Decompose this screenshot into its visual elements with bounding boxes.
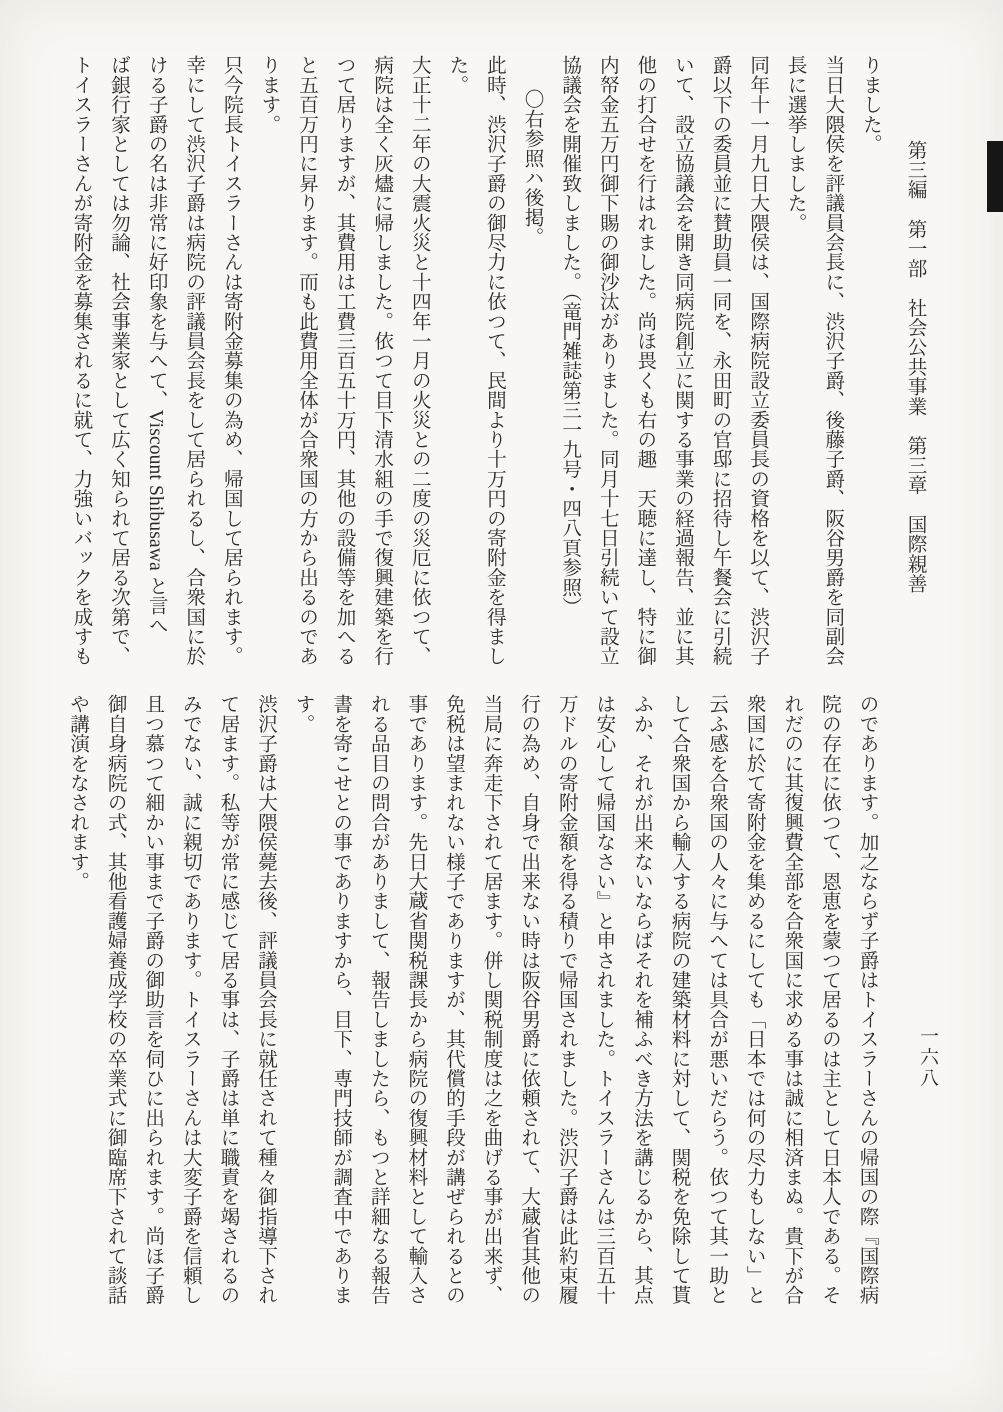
text-column: 他の打合せを行はれました。尚ほ畏くも右の趣 天聴に達し、特に御: [633, 55, 655, 666]
text-column: 御自身病院の式、其他看護婦養成学校の卒業式に御臨席下されて談話: [104, 694, 126, 1305]
text-column: つて居りますが、其費用は工費三百五十万円、其他の設備等を加へる: [333, 55, 355, 666]
text-column: のであります。加之ならず子爵はトイスラーさんの帰国の際『国際病: [856, 694, 877, 1305]
text-column: 病院は全く灰燼に帰しました。依つて目下清水組の手で復興建築を行: [370, 55, 392, 666]
text-column: 且つ慕つて細かい事まで子爵の御助言を伺ひに出られます。尚ほ子爵: [141, 694, 163, 1305]
text-column: りました。: [859, 55, 881, 154]
text-column: 渋沢子爵は大隈侯薨去後、評議員会長に就任されて種々御指導下され: [254, 694, 276, 1305]
top-text-block: [61, 55, 933, 666]
text-column: て居ます。私等が常に感じて居る事は、子爵は単に職責を竭されるの: [216, 694, 238, 1305]
text-column: 〇右参照ハ後掲。: [521, 89, 543, 247]
text-column: 書を寄こせとの事でありますから、目下、専門技師が調査中でありま: [329, 694, 351, 1305]
text-column: いて、設立協議会を開き同病院創立に関する事業の経過報告、並に其: [671, 55, 693, 666]
text-column: と五百万円に昇ります。而も此費用全体が合衆国の方から出るのであ: [295, 55, 317, 666]
text-column: 長に選挙しました。: [784, 55, 806, 233]
text-column: 事であります。先日大蔵省関税課長から病院の復興材料として輸入さ: [404, 694, 426, 1305]
text-column: や講演をなされます。: [66, 694, 88, 891]
text-column: 当局に奔走下されて居ます。併し関税制度は之を曲げる事が出来ず、: [480, 694, 502, 1305]
text-column: 免税は望まれない様子でありますが、其代償的手段が講ぜられるとの: [442, 694, 464, 1305]
text-column: た。: [445, 55, 467, 95]
text-column: みでない、誠に親切であります。トイスラーさんは大変子爵を信頼し: [179, 694, 201, 1305]
text-column: 院の存在に依つて、恩恵を蒙つて居るのは主として日本人である。そ: [818, 694, 840, 1305]
text-column: 協議会を開催致しました。（竜門雑誌第三一九号・四八頁参照）: [558, 55, 580, 617]
text-column: 万ドルの寄附金額を得る積りで帰国されました。渋沢子爵は此約束履: [555, 694, 577, 1305]
text-column: れだのに其復興費全部を合衆国に求める事は誠に相済まぬ。貴下が合: [780, 694, 802, 1305]
text-column: 同年十一月九日大隈侯は、国際病院設立委員長の資格を以て、渋沢子: [746, 55, 768, 666]
text-column: して合衆国から輸入する病院の建築材料に対して、関税を免除して貰: [668, 694, 690, 1305]
text-column: す。: [292, 694, 314, 734]
text-column: 行の為め、自身で出来ない時は阪谷男爵に依頼されて、大蔵省其他の: [517, 694, 539, 1305]
page-edge-tab: [987, 141, 1003, 212]
text-column: 当日大隈侯を評議員会長に、渋沢子爵、後藤子爵、阪谷男爵を同副会: [821, 55, 843, 666]
text-column: れる品目の問合がありまして、報告しましたら、もつと詳細なる報告: [367, 694, 389, 1305]
text-column: トイスラーさんが寄附金を募集されるに就て、力強いバックを成すも: [69, 55, 91, 666]
text-column: 此時、渋沢子爵の御尽力に依つて、民間より十万円の寄附金を得まし: [483, 55, 505, 666]
page-number: 一六八: [917, 1026, 938, 1089]
running-head: 第三編 第一部 社会公共事業 第三章 国際親善: [904, 140, 925, 594]
text-column: 只今院長トイスラーさんは寄附金募集の為め、帰国して居られます。: [220, 55, 242, 666]
text-column: 衆国に於て寄附金を集めるにしても「日本では何の尽力もしない」と: [743, 694, 765, 1305]
text-column: 爵以下の委員並に賛助員一同を、永田町の官邸に招待し午餐会に引続: [709, 55, 731, 666]
text-column: 云ふ感を合衆国の人々に与へては具合が悪いだらう。依つて其一助と: [705, 694, 727, 1305]
text-column: 内帑金五万円御下賜の御沙汰がありました。同月十七日引続いて設立: [596, 55, 618, 666]
text-column: ります。: [257, 55, 279, 134]
text-column: 幸にして渋沢子爵は病院の評議員会長をして居られるし、合衆国に於: [182, 55, 204, 666]
text-column: ふか、それが出来ないならばそれを補ふべき方法を講じるから、其点: [630, 694, 652, 1305]
text-column: 大正十二年の大震火災と十四年一月の火災との二度の災厄に依つて、: [408, 55, 430, 666]
text-column: ける子爵の名は非常に好印象を与へて、Viscount Shibusawa と言へ: [145, 55, 167, 635]
text-column: ば銀行家としては勿論、社会事業家として広く知られて居る次第で、: [107, 55, 129, 666]
bottom-text-block: [58, 694, 885, 1305]
text-column: は安心して帰国なさい』と申されました。トイスラーさんは三百五十: [592, 694, 614, 1305]
